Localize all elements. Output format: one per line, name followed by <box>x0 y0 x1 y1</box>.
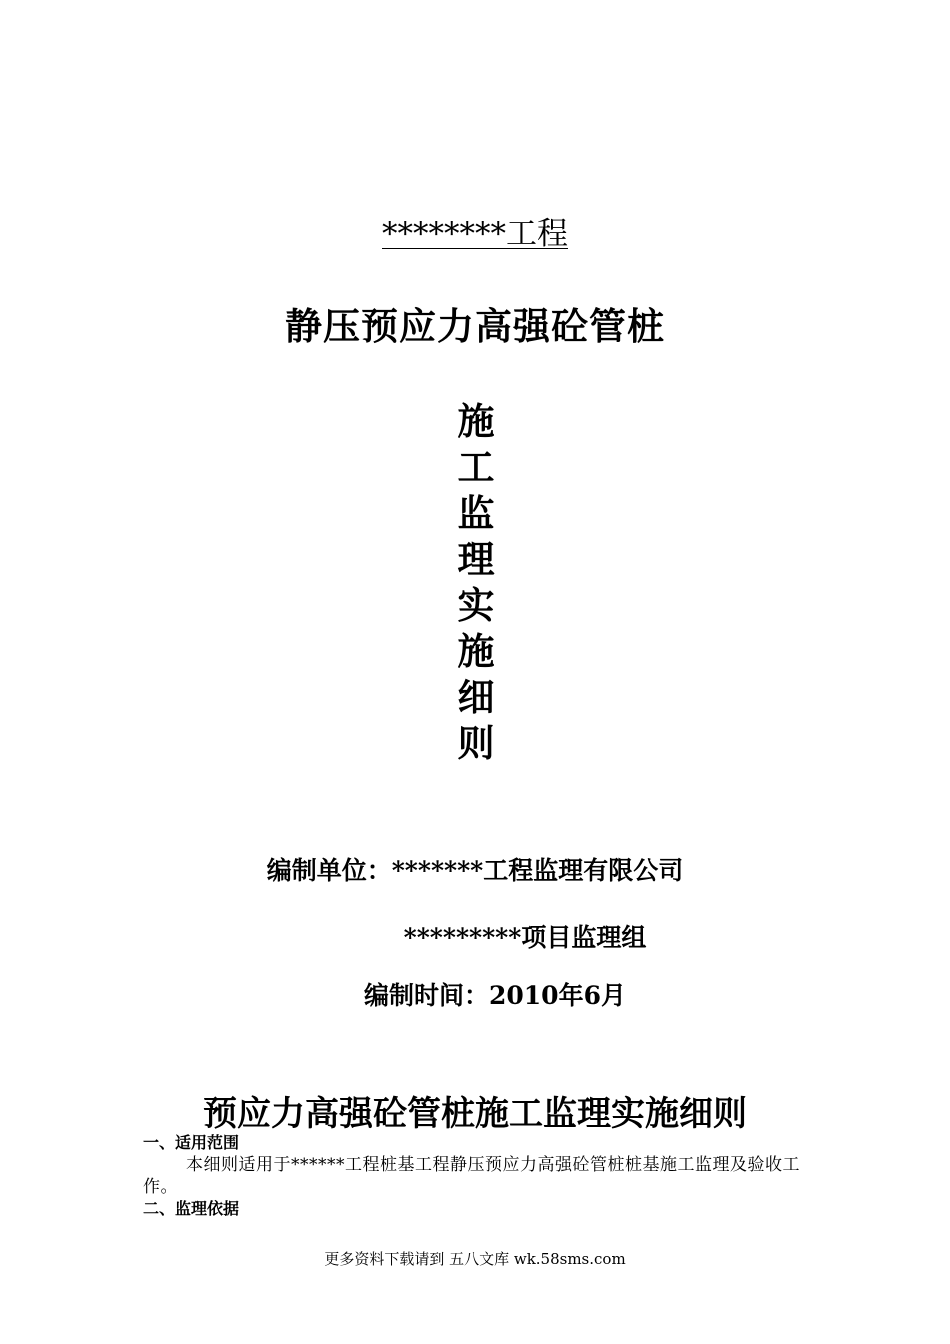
vertical-char: 实 <box>457 583 495 627</box>
section-heading-basis: 二、监理依据 <box>143 1199 240 1218</box>
vertical-char: 则 <box>457 721 495 765</box>
main-title: 静压预应力高强砼管桩 <box>285 304 665 348</box>
vertical-char: 施 <box>457 629 495 673</box>
section-body-scope: 本细则适用于******工程桩基工程静压预应力高强砼管桩桩基施工监理及验收工作。 <box>143 1155 800 1197</box>
footer-download-note: 更多资料下载请到 五八文库 wk.58sms.com <box>324 1250 626 1268</box>
vertical-subtitle <box>452 398 500 766</box>
project-title: ********工程 <box>382 216 568 252</box>
compiler-unit-text: 编制单位：*******工程监理有限公司 <box>266 856 684 885</box>
compile-date <box>0 978 950 1014</box>
vertical-char: 细 <box>457 675 495 719</box>
compiler-unit <box>0 853 950 889</box>
project-group-text: *********项目监理组 <box>403 923 647 952</box>
vertical-char: 监 <box>457 491 495 535</box>
vertical-char: 施 <box>457 399 495 443</box>
project-group <box>0 920 950 956</box>
compile-date-text: 编制时间：2010年6月 <box>364 981 626 1010</box>
section-heading-scope: 一、适用范围 <box>143 1133 240 1152</box>
vertical-char: 理 <box>457 537 495 581</box>
document-heading: 预应力高强砼管桩施工监理实施细则 <box>203 1094 747 1134</box>
vertical-char: 工 <box>457 445 495 489</box>
